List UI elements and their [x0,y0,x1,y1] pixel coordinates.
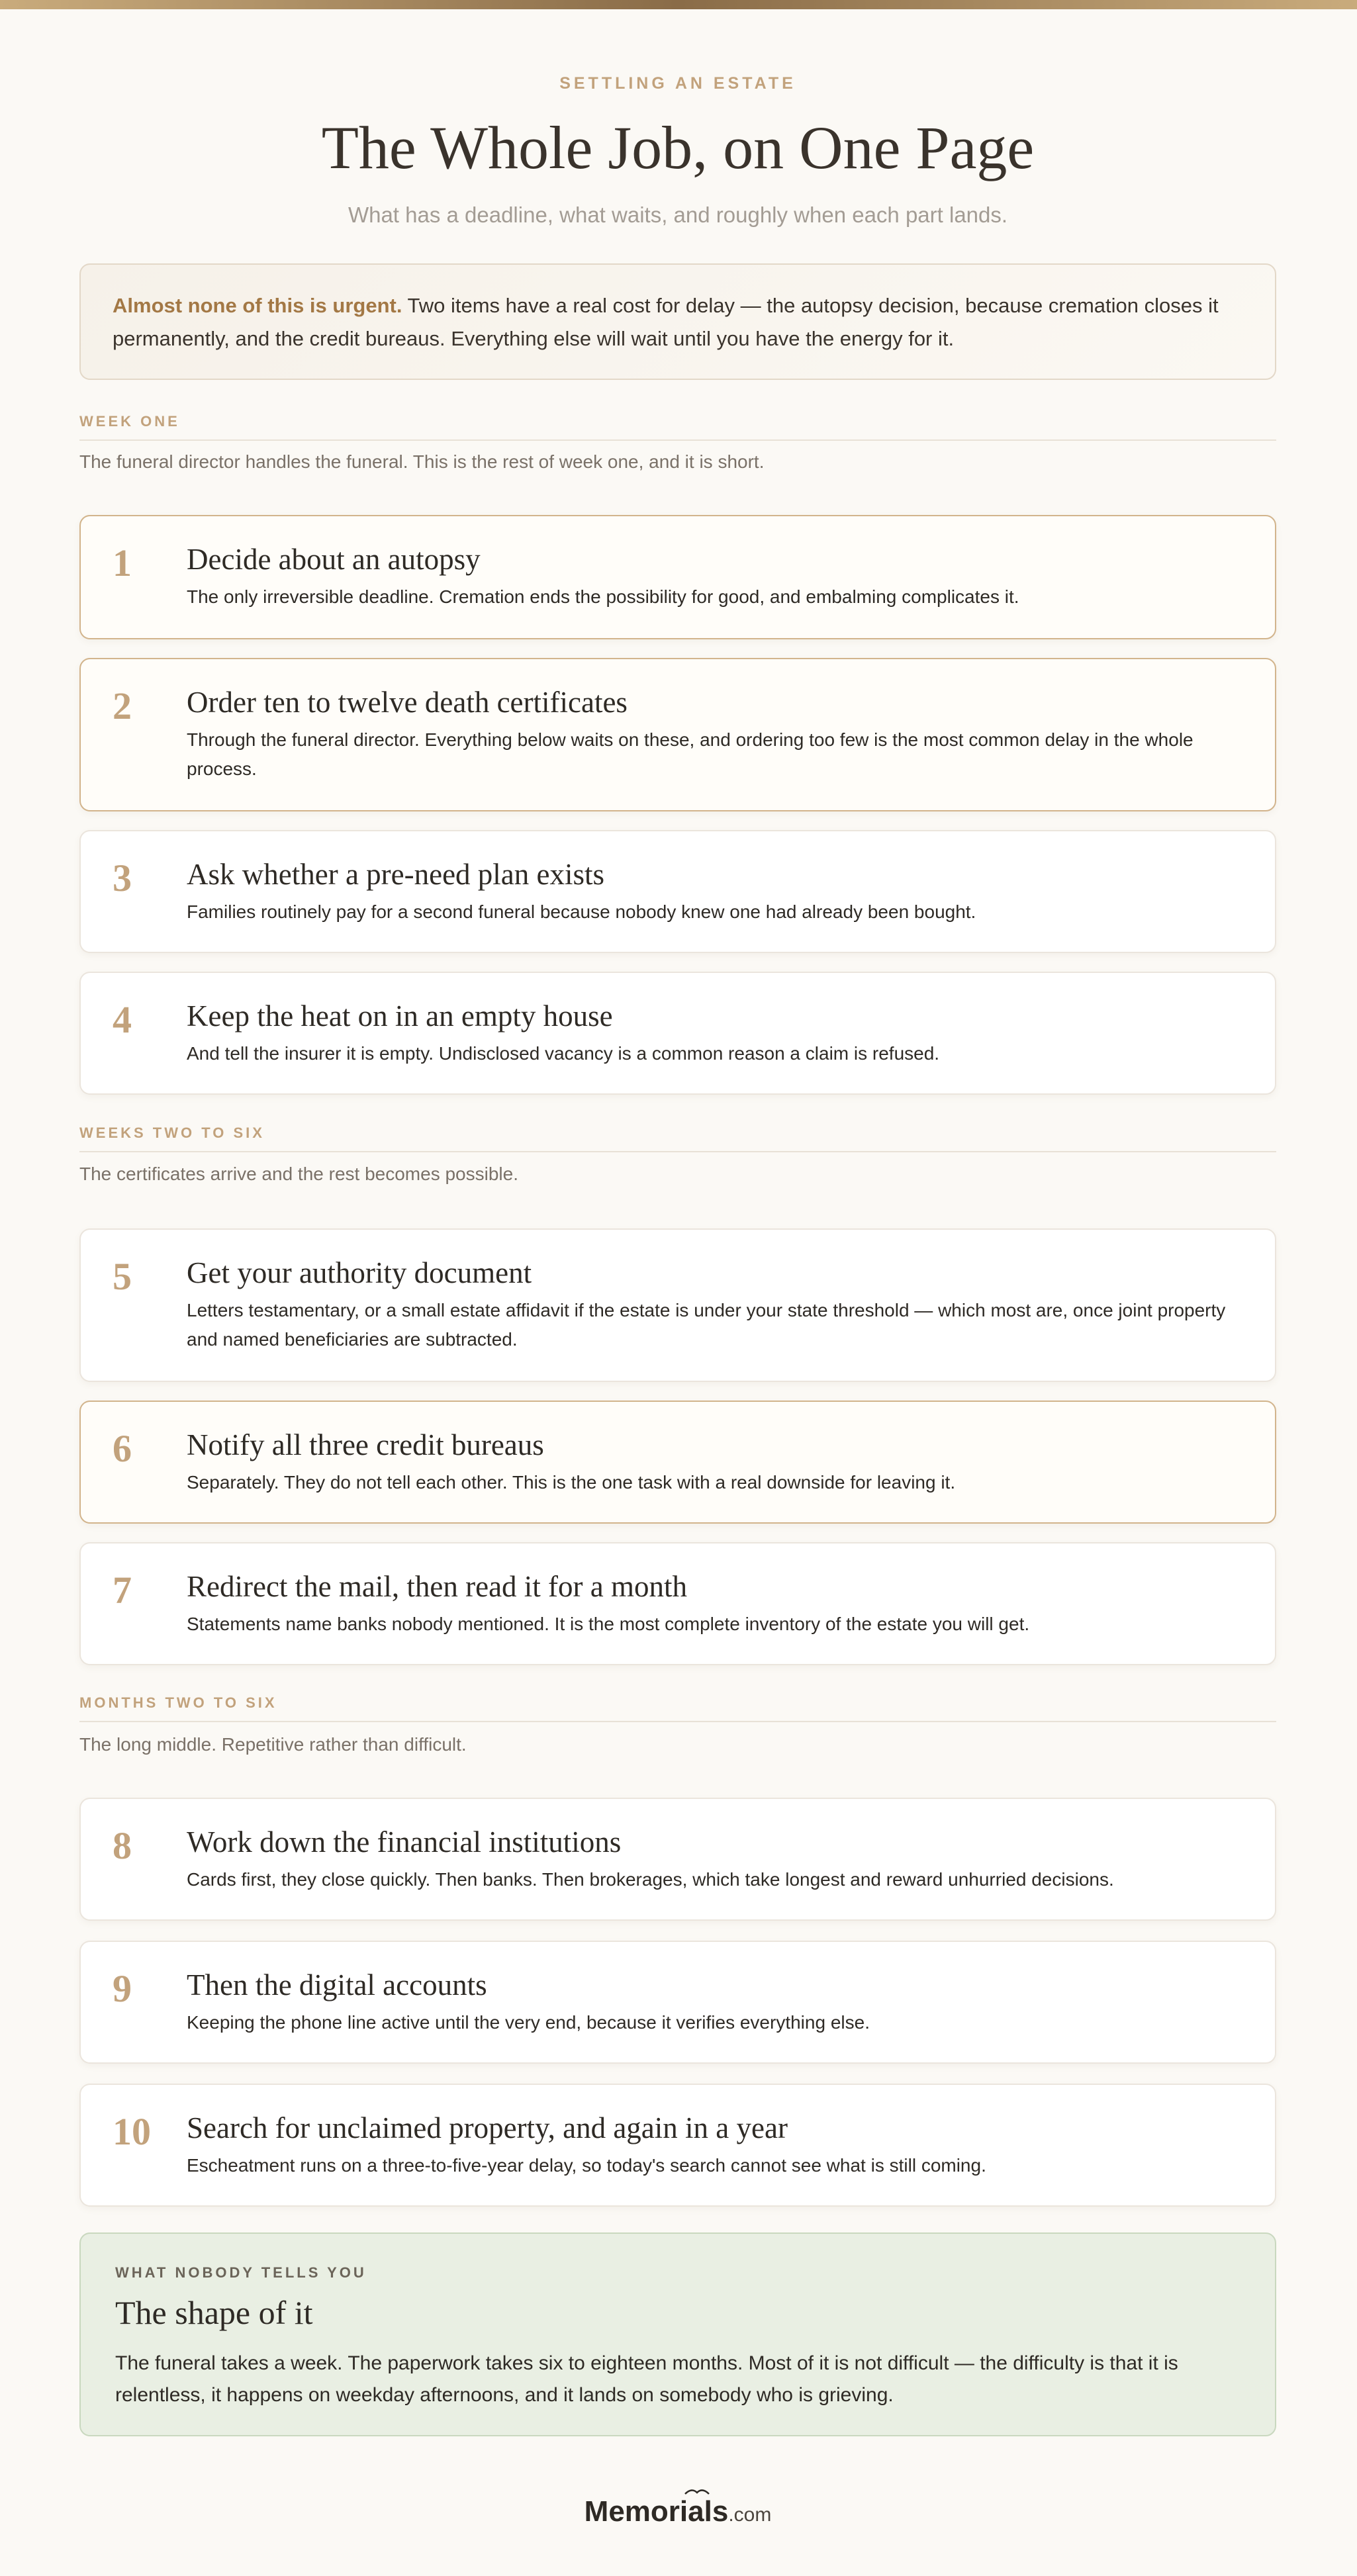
bird-icon [684,2486,710,2497]
step-title: Work down the financial institutions [187,1825,622,1859]
step-number: 1 [113,541,132,584]
step-number: 6 [113,1427,132,1470]
step-description: Families routinely pay for a second funeral because nobody knew one had already been bought. [187,901,976,922]
section-label-week-one: WEEK ONE [79,413,180,430]
step-title: Order ten to twelve death certificates [187,686,628,719]
step-number: 8 [113,1824,132,1867]
step-description: Statements name banks nobody mentioned. It is the most complete inventory of the estate you will get. [187,1614,1030,1634]
step-card-2 [79,658,1276,811]
page-eyebrow: SETTLING AN ESTATE [559,74,796,93]
step-card-8 [79,1798,1276,1921]
step-card-3 [79,830,1276,953]
step-description: And tell the insurer it is empty. Undisclosed vacancy is a common reason a claim is refused. [187,1043,940,1064]
closing-eyebrow: WHAT NOBODY TELLS YOU [115,2264,367,2281]
step-number: 9 [113,1967,132,2010]
step-number: 10 [113,2110,151,2153]
step-description: Separately. They do not tell each other. This is the one task with a real downside for leaving it. [187,1472,956,1493]
section-intro-week-one: The funeral director handles the funeral. This is the rest of week one, and it is short. [79,451,765,472]
step-card-5 [79,1228,1276,1382]
step-title: Decide about an autopsy [187,543,481,576]
top-accent-bar [0,0,1357,9]
step-card-4 [79,972,1276,1095]
closing-body: The funeral takes a week. The paperwork takes six to eighteen months. Most of it is not difficult — the difficulty is that it is relentless, it happens on weekday afternoons, and it lands on somebody who is grieving. [115,2352,1178,2406]
step-number: 2 [113,684,132,727]
step-description: The only irreversible deadline. Cremation ends the possibility for good, and embalming complicates it. [187,586,1019,607]
step-title: Get your authority document [187,1256,532,1289]
section-intro-months-two-to-six: The long middle. Repetitive rather than difficult. [79,1734,467,1755]
step-title: Notify all three credit bureaus [187,1428,544,1461]
step-number: 4 [113,998,132,1041]
section-divider [79,439,1276,441]
step-description: Escheatment runs on a three-to-five-year delay, so today's search cannot see what is still coming. [187,2155,986,2176]
notice-strong: Almost none of this is urgent. [113,294,402,317]
step-number: 3 [113,856,132,899]
step-description: Through the funeral director. Everything below waits on these, and ordering too few is the most common delay in the whole process. [187,729,1193,779]
step-title: Search for unclaimed property, and again in a year [187,2111,788,2144]
step-title: Then the digital accounts [187,1968,487,2001]
step-title: Keep the heat on in an empty house [187,999,613,1033]
section-divider [79,1721,1276,1722]
notice-text: Two items have a real cost for delay — the autopsy decision, because cremation closes it permanently, and the credit bureaus. Everything else will wait until you have the energy for it. [113,294,1219,350]
logo-wordmark: Memorials [585,2495,729,2528]
logo-domain: .com [728,2504,772,2526]
step-description: Letters testamentary, or a small estate affidavit if the estate is under your state threshold — which most are, once joint property and named beneficiaries are subtracted. [187,1300,1226,1350]
step-number: 7 [113,1569,132,1612]
step-card-10 [79,2084,1276,2207]
step-number: 5 [113,1255,132,1298]
step-description: Keeping the phone line active until the very end, because it verifies everything else. [187,2012,870,2033]
closing-title: The shape of it [115,2294,313,2331]
closing-callout [79,2232,1276,2436]
step-card-6 [79,1401,1276,1524]
step-description: Cards first, they close quickly. Then banks. Then brokerages, which take longest and reward unhurried decisions. [187,1869,1114,1890]
step-card-9 [79,1941,1276,2064]
page-title: The Whole Job, on One Page [321,114,1035,181]
urgency-notice [79,263,1276,380]
memorials-logo[interactable] [79,2495,1276,2528]
section-divider [79,1151,1276,1152]
section-intro-weeks-two-to-six: The certificates arrive and the rest becomes possible. [79,1164,518,1184]
step-card-7 [79,1542,1276,1665]
section-label-months-two-to-six: MONTHS TWO TO SIX [79,1694,277,1711]
step-title: Redirect the mail, then read it for a month [187,1570,687,1603]
page-subtitle: What has a deadline, what waits, and roughly when each part lands. [348,203,1008,227]
step-card-1 [79,515,1276,639]
step-title: Ask whether a pre-need plan exists [187,858,605,891]
section-label-weeks-two-to-six: WEEKS TWO TO SIX [79,1125,265,1141]
